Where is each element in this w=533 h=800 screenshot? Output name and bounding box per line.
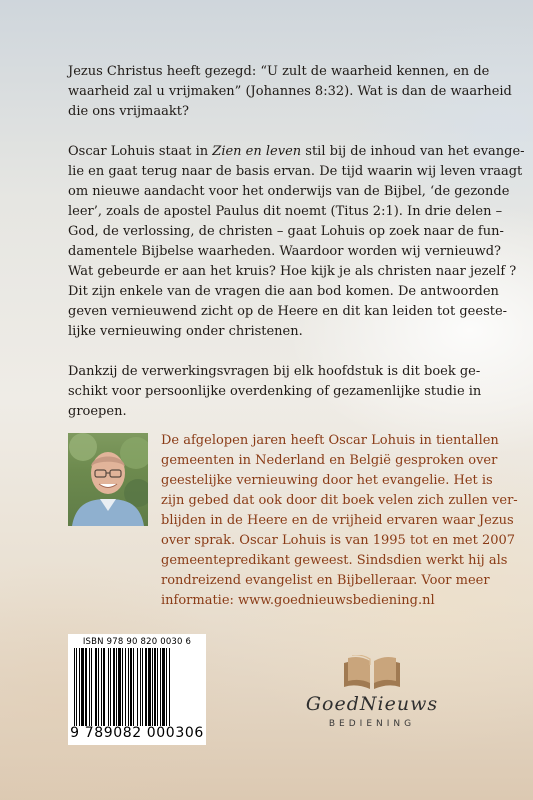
text-line: om nieuwe aandacht voor het onderwijs van de Bijbel, ‘de gezonde <box>68 184 510 199</box>
text-fragment: Oscar Lohuis staat in <box>68 144 213 159</box>
barcode-bar <box>152 648 153 726</box>
barcode-bar <box>122 648 123 726</box>
text-line: Wat gebeurde er aan het kruis? Hoe kijk je als christen naar jezelf ? <box>68 264 517 279</box>
text-line: God, de verlossing, de christen – gaat Lohuis op zoek naar de fun- <box>68 224 504 239</box>
text-line: lijke vernieuwing onder christenen. <box>68 324 303 339</box>
intro-paragraph <box>68 62 512 122</box>
barcode-bar <box>137 648 138 726</box>
barcode-bar <box>157 648 158 726</box>
barcode-bar <box>76 648 77 726</box>
text-line: leer’, zoals de apostel Paulus dit noemt (Titus 2:1). In drie delen – <box>68 204 503 219</box>
text-line: groepen. <box>68 404 127 419</box>
barcode-bar <box>81 648 84 726</box>
barcode-bar <box>162 648 165 726</box>
barcode-bar <box>166 648 167 726</box>
publisher-logo <box>287 655 457 740</box>
bio-line: gemeentepredikant geweest. Sindsdien werkt hij als <box>161 553 508 568</box>
barcode-bar <box>95 648 97 726</box>
barcode-bar <box>142 648 143 726</box>
bio-line: blijden in de Heere en de vrijheid ervaren waar Jezus <box>161 513 514 528</box>
isbn-digits: 9 789082 000306 <box>70 725 204 741</box>
barcode-bar <box>160 648 161 726</box>
text-line: geven vernieuwend zicht op de Heere en dit kan leiden tot geeste- <box>68 304 508 319</box>
study-paragraph <box>68 362 482 422</box>
author-photo <box>68 433 148 526</box>
text-line <box>68 142 525 162</box>
barcode-bar <box>79 648 80 726</box>
bio-line: rondreizend evangelist en Bijbelleraar. Voor meer <box>161 573 490 588</box>
barcode-bar <box>74 648 75 726</box>
barcode-bar <box>110 648 111 726</box>
isbn-barcode <box>68 634 206 745</box>
text-fragment: stil bij de inhoud van het evange- <box>301 144 525 159</box>
barcode-bar <box>145 648 147 726</box>
barcode-bar <box>113 648 115 726</box>
barcode-bar <box>148 648 151 726</box>
isbn-label: ISBN 978 90 820 0030 6 <box>82 637 192 647</box>
barcode-bar <box>116 648 117 726</box>
barcode-bar <box>154 648 156 726</box>
bio-line: over sprak. Oscar Lohuis is van 1995 tot en met 2007 <box>161 533 516 548</box>
barcode-bar <box>118 648 121 726</box>
barcode-bar <box>125 648 126 726</box>
barcode-bar <box>89 648 90 726</box>
barcode-bars-icon <box>74 648 200 726</box>
author-bio <box>161 431 518 611</box>
barcode-bar <box>169 648 170 726</box>
barcode-bar <box>130 648 132 726</box>
bio-line: De afgelopen jaren heeft Oscar Lohuis in tientallen <box>161 433 499 448</box>
text-line: Dit zijn enkele van de vragen die aan bod komen. De antwoorden <box>68 284 499 299</box>
barcode-bar <box>98 648 99 726</box>
bio-line: gemeenten in Nederland en België gesproken over <box>161 453 498 468</box>
bio-line: geestelijke vernieuwing door het evangelie. Het is <box>161 473 493 488</box>
summary-paragraph <box>68 142 525 342</box>
barcode-bar <box>108 648 109 726</box>
publisher-name: GoedNieuws <box>305 693 439 715</box>
barcode-bar <box>128 648 129 726</box>
author-portrait-icon <box>68 433 148 526</box>
text-line: lie en gaat terug naar de basis ervan. De tijd waarin wij leven vraagt <box>68 164 523 179</box>
barcode-bar <box>85 648 87 726</box>
barcode-bar <box>103 648 105 726</box>
text-line: die ons vrijmaakt? <box>68 104 189 119</box>
bio-line: informatie: www.goednieuwsbediening.nl <box>161 593 435 608</box>
bio-line: zijn gebed dat ook door dit boek velen zich zullen ver- <box>161 493 518 508</box>
text-line: Jezus Christus heeft gezegd: “U zult de waarheid kennen, en de <box>68 64 490 79</box>
barcode-bar <box>101 648 102 726</box>
text-line: damentele Bijbelse waarheden. Waardoor worden wij vernieuwd? <box>68 244 502 259</box>
publisher-subtitle: BEDIENING <box>328 719 416 729</box>
text-line: waarheid zal u vrijmaken” (Johannes 8:32). Wat is dan de waarheid <box>68 84 512 99</box>
barcode-bar <box>140 648 141 726</box>
text-line: Dankzij de verwerkingsvragen bij elk hoofdstuk is dit boek ge- <box>68 364 481 379</box>
book-title: Zien en leven <box>212 144 302 159</box>
barcode-bar <box>133 648 134 726</box>
open-book-icon <box>340 655 404 693</box>
text-line: schikt voor persoonlijke overdenking of gezamenlijke studie in <box>68 384 482 399</box>
barcode-bar <box>91 648 92 726</box>
